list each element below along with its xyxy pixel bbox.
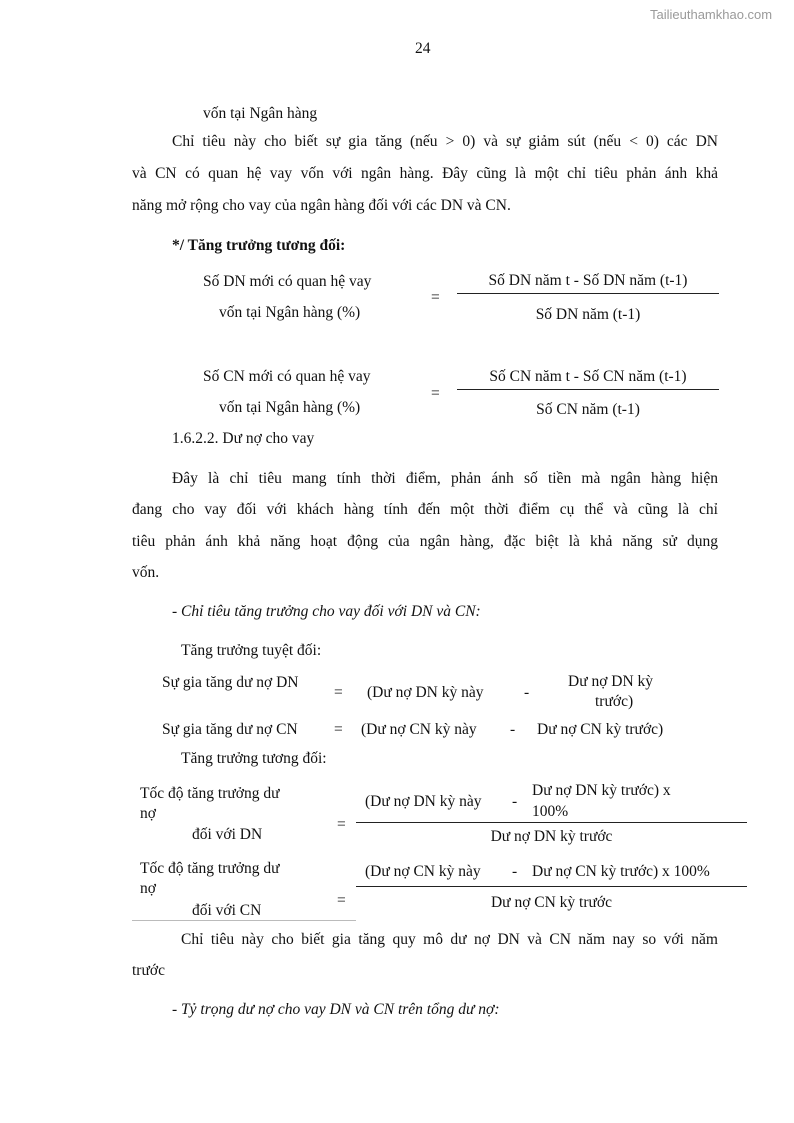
rel-cn-num-term1: (Dư nợ CN kỳ này [365, 863, 481, 880]
abs-dn-minus: - [524, 684, 530, 701]
abs-dn-left: Sự gia tăng dư nợ DN [162, 674, 299, 691]
abs-cn-equals: = [334, 721, 343, 738]
abs-cn-term2: Dư nợ CN kỳ trước) [537, 721, 664, 738]
formula-dn-fraction-bar [457, 293, 719, 294]
absolute-growth-label: Tăng trưởng tuyệt đối: [181, 642, 322, 659]
para3-line1: Chỉ tiêu này cho biết gia tăng quy mô dư nợ DN và CN năm nay so với năm [181, 931, 718, 948]
formula-dn-equals: = [431, 289, 440, 306]
abs-dn-term2-line2: trước) [595, 693, 634, 710]
intro-line: vốn tại Ngân hàng [203, 105, 318, 122]
section-heading: 1.6.2.2. Dư nợ cho vay [172, 430, 315, 447]
rel-cn-num-minus: - [512, 863, 518, 880]
relative-growth-label: Tăng trưởng tương đối: [181, 750, 327, 767]
rel-dn-denominator: Dư nợ DN kỳ trước [490, 828, 613, 845]
rel-cn-denominator: Dư nợ CN kỳ trước [490, 894, 613, 911]
formula-cn-denominator: Số CN năm (t-1) [536, 401, 640, 418]
formula-dn-numerator: Số DN năm t - Số DN năm (t-1) [488, 272, 688, 289]
abs-cn-minus: - [510, 721, 516, 738]
para2-line1: Đây là chỉ tiêu mang tính thời điểm, phản ánh số tiền mà ngân hàng hiện [172, 470, 718, 487]
para2-line2: đang cho vay đối với khách hàng tính đến một thời điểm cụ thể và cũng là chỉ [132, 501, 718, 518]
formula-cn-left-1: Số CN mới có quan hệ vay [203, 368, 371, 385]
abs-dn-term1: (Dư nợ DN kỳ này [367, 684, 484, 701]
abs-cn-term1: (Dư nợ CN kỳ này [361, 721, 477, 738]
abs-dn-term2-line1: Dư nợ DN kỳ [568, 673, 654, 690]
formula-dn-left-2: vốn tại Ngân hàng (%) [219, 304, 361, 321]
formula-cn-left-2: vốn tại Ngân hàng (%) [219, 399, 361, 416]
rel-dn-num-minus: - [512, 793, 518, 810]
para3-line2: trước [132, 962, 165, 979]
rel-cn-equals: = [337, 892, 346, 909]
rel-cn-left-2: nợ [140, 880, 156, 897]
italic-heading-growth: - Chỉ tiêu tăng trưởng cho vay đối với DN và CN: [172, 603, 481, 620]
abs-dn-equals: = [334, 684, 343, 701]
table-bottom-border [132, 920, 356, 921]
watermark: Tailieuthamkhao.com [650, 7, 773, 22]
rel-cn-fraction-bar [356, 886, 747, 887]
page-number: 24 [415, 40, 431, 57]
italic-heading-share: - Tỷ trọng dư nợ cho vay DN và CN trên tổng dư nợ: [172, 1001, 500, 1018]
rel-dn-left-2: nợ [140, 805, 156, 822]
para2-line3: tiêu phản ánh khả năng hoạt động của ngân hàng, đặc biệt là khả năng sử dụng [132, 533, 718, 550]
rel-dn-num-term2-line2: 100% [532, 803, 569, 820]
para1-line2: và CN có quan hệ vay vốn với ngân hàng. Đây cũng là một chỉ tiêu phản ánh khả [132, 165, 718, 182]
rel-dn-equals: = [337, 816, 346, 833]
rel-dn-num-term2-line1: Dư nợ DN kỳ trước) x [532, 782, 671, 799]
rel-dn-left-1: Tốc độ tăng trưởng dư [140, 785, 280, 802]
rel-cn-num-term2: Dư nợ CN kỳ trước) x 100% [532, 863, 710, 880]
formula-cn-equals: = [431, 385, 440, 402]
rel-cn-left-3: đối với CN [192, 902, 262, 919]
rel-dn-left-3: đối với DN [192, 826, 263, 843]
formula-cn-fraction-bar [457, 389, 719, 390]
rel-dn-num-term1: (Dư nợ DN kỳ này [365, 793, 482, 810]
abs-cn-left: Sự gia tăng dư nợ CN [162, 721, 298, 738]
para1-line1: Chỉ tiêu này cho biết sự gia tăng (nếu > 0) và sự giảm sút (nếu < 0) các DN [172, 133, 718, 150]
para1-line3: năng mở rộng cho vay của ngân hàng đối với các DN và CN. [132, 197, 511, 214]
rel-dn-fraction-bar [356, 822, 747, 823]
formula-cn-numerator: Số CN năm t - Số CN năm (t-1) [489, 368, 687, 385]
formula-dn-left-1: Số DN mới có quan hệ vay [203, 273, 372, 290]
formula-dn-denominator: Số DN năm (t-1) [535, 306, 641, 323]
heading-relative-growth: */ Tăng trưởng tương đối: [172, 237, 346, 254]
para2-line4: vốn. [132, 564, 160, 581]
rel-cn-left-1: Tốc độ tăng trưởng dư [140, 860, 280, 877]
